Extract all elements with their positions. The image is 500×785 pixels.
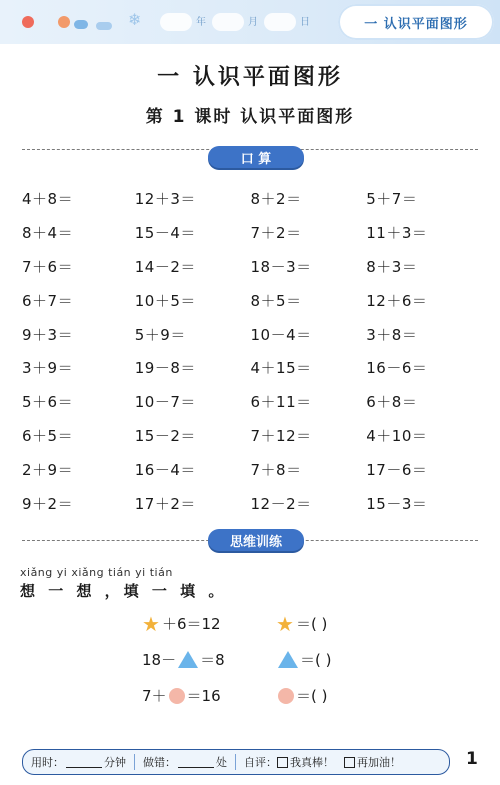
page-title: 一 认识平面图形: [157, 65, 343, 90]
arithmetic-problem[interactable]: 4＋15＝: [250, 359, 312, 378]
arithmetic-problem[interactable]: 12＋6＝: [366, 291, 428, 310]
arithmetic-problem[interactable]: 4＋8＝: [22, 190, 74, 209]
arithmetic-problem[interactable]: 3＋9＝: [22, 359, 74, 378]
section-tag-oral: 口 算: [208, 146, 304, 168]
arithmetic-problem[interactable]: 6＋8＝: [366, 393, 418, 412]
cloud-icon: [96, 22, 112, 30]
star-icon: ★: [276, 611, 294, 636]
month-box: [212, 13, 244, 31]
arithmetic-problem[interactable]: 7＋8＝: [250, 460, 302, 479]
equation-star: [142, 613, 221, 634]
problem-row: [22, 486, 482, 520]
answer-blank[interactable]: ＝( ): [300, 651, 332, 669]
arithmetic-problem[interactable]: 10＋5＝: [134, 291, 196, 310]
arithmetic-problem[interactable]: 11＋3＝: [366, 224, 428, 243]
time-field: [23, 754, 134, 770]
pinyin-line: xiǎng yi xiǎng tián yi tián: [20, 566, 173, 579]
arithmetic-problem[interactable]: 8＋5＝: [250, 291, 302, 310]
answer-blank[interactable]: ＝( ): [296, 687, 328, 705]
arithmetic-problem[interactable]: 9＋3＝: [22, 325, 74, 344]
year-label: 年: [196, 17, 206, 28]
arithmetic-problem[interactable]: 15－4＝: [134, 224, 196, 243]
arithmetic-problem[interactable]: 5＋9＝: [134, 325, 186, 344]
error-label: 做错：: [143, 756, 176, 769]
error-blank[interactable]: [178, 757, 214, 768]
circle-icon: [278, 688, 294, 704]
error-unit: 处: [216, 756, 227, 769]
arithmetic-problem[interactable]: 2＋9＝: [22, 460, 74, 479]
arithmetic-problem[interactable]: 12－2＝: [250, 494, 312, 513]
task-instruction: 想 一 想 ，填 一 填 。: [20, 582, 228, 600]
arithmetic-problem[interactable]: 8＋2＝: [250, 190, 302, 209]
arithmetic-problem[interactable]: 6＋11＝: [250, 393, 312, 412]
equation-text: 18－: [142, 651, 177, 669]
answer-star: [276, 613, 327, 634]
arithmetic-problem[interactable]: 6＋7＝: [22, 291, 74, 310]
arithmetic-problem[interactable]: 12＋3＝: [134, 190, 196, 209]
page-number: 1: [466, 749, 478, 769]
answer-circle: [276, 685, 327, 706]
footer-bar: [22, 749, 450, 775]
problem-row: [22, 283, 482, 317]
time-unit: 分钟: [104, 756, 126, 769]
time-label: 用时：: [31, 756, 64, 769]
eval-option-great: 我真棒！: [290, 756, 334, 769]
lesson-subtitle: 第 1 课时 认识平面图形: [145, 107, 355, 127]
oral-grid: [22, 182, 482, 520]
arithmetic-problem[interactable]: 10－7＝: [134, 393, 196, 412]
equation-text: 7＋: [142, 687, 167, 705]
red-dot-icon: [22, 16, 34, 28]
arithmetic-problem[interactable]: 10－4＝: [250, 325, 312, 344]
equation-triangle: [142, 649, 225, 670]
cloud-icon: [74, 20, 88, 29]
equation-circle: [142, 685, 221, 706]
triangle-icon: [178, 651, 198, 668]
arithmetic-problem[interactable]: 9＋2＝: [22, 494, 74, 513]
eval-label: 自评：: [244, 756, 277, 769]
arithmetic-problem[interactable]: 19－8＝: [134, 359, 196, 378]
equation-text: ＝16: [186, 687, 221, 705]
time-blank[interactable]: [66, 757, 102, 768]
arithmetic-problem[interactable]: 8＋3＝: [366, 257, 418, 276]
arithmetic-problem[interactable]: 7＋2＝: [250, 224, 302, 243]
unit-badge: 一 认识平面图形: [338, 4, 494, 40]
star-icon: ★: [142, 611, 160, 636]
answer-blank[interactable]: ＝( ): [295, 615, 328, 633]
arithmetic-problem[interactable]: 7＋12＝: [250, 426, 312, 445]
self-eval: [236, 754, 409, 770]
problem-row: [22, 452, 482, 486]
problem-row: [22, 419, 482, 453]
error-field: [135, 754, 235, 770]
header-bar: [0, 0, 500, 44]
orange-dot-icon: [58, 16, 70, 28]
month-label: 月: [248, 17, 258, 28]
checkbox-try-harder[interactable]: [344, 757, 355, 768]
problem-row: [22, 182, 482, 216]
arithmetic-problem[interactable]: 5＋6＝: [22, 393, 74, 412]
arithmetic-problem[interactable]: 3＋8＝: [366, 325, 418, 344]
arithmetic-problem[interactable]: 16－6＝: [366, 359, 428, 378]
arithmetic-problem[interactable]: 14－2＝: [134, 257, 196, 276]
section-tag-thinking: 思维训练: [208, 529, 304, 551]
arithmetic-problem[interactable]: 18－3＝: [250, 257, 312, 276]
problem-row: [22, 216, 482, 250]
arithmetic-problem[interactable]: 15－3＝: [366, 494, 428, 513]
year-box: [160, 13, 192, 31]
problem-row: [22, 317, 482, 351]
snowflake-icon: ❄: [128, 10, 142, 29]
arithmetic-problem[interactable]: 7＋6＝: [22, 257, 74, 276]
answer-triangle: [276, 649, 331, 670]
arithmetic-problem[interactable]: 15－2＝: [134, 426, 196, 445]
circle-icon: [169, 688, 185, 704]
arithmetic-problem[interactable]: 5＋7＝: [366, 190, 418, 209]
problem-row: [22, 385, 482, 419]
day-label: 日: [300, 17, 310, 28]
arithmetic-problem[interactable]: 16－4＝: [134, 460, 196, 479]
equation-text: ＝8: [200, 651, 225, 669]
day-box: [264, 13, 296, 31]
arithmetic-problem[interactable]: 17－6＝: [366, 460, 428, 479]
arithmetic-problem[interactable]: 6＋5＝: [22, 426, 74, 445]
problem-row: [22, 250, 482, 284]
problem-row: [22, 351, 482, 385]
triangle-icon: [278, 651, 298, 668]
arithmetic-problem[interactable]: 4＋10＝: [366, 426, 428, 445]
arithmetic-problem[interactable]: 8＋4＝: [22, 224, 74, 243]
arithmetic-problem[interactable]: 17＋2＝: [134, 494, 196, 513]
eval-option-try-harder: 再加油！: [357, 756, 401, 769]
checkbox-great[interactable]: [277, 757, 288, 768]
equation-text: ＋6＝12: [161, 615, 221, 633]
